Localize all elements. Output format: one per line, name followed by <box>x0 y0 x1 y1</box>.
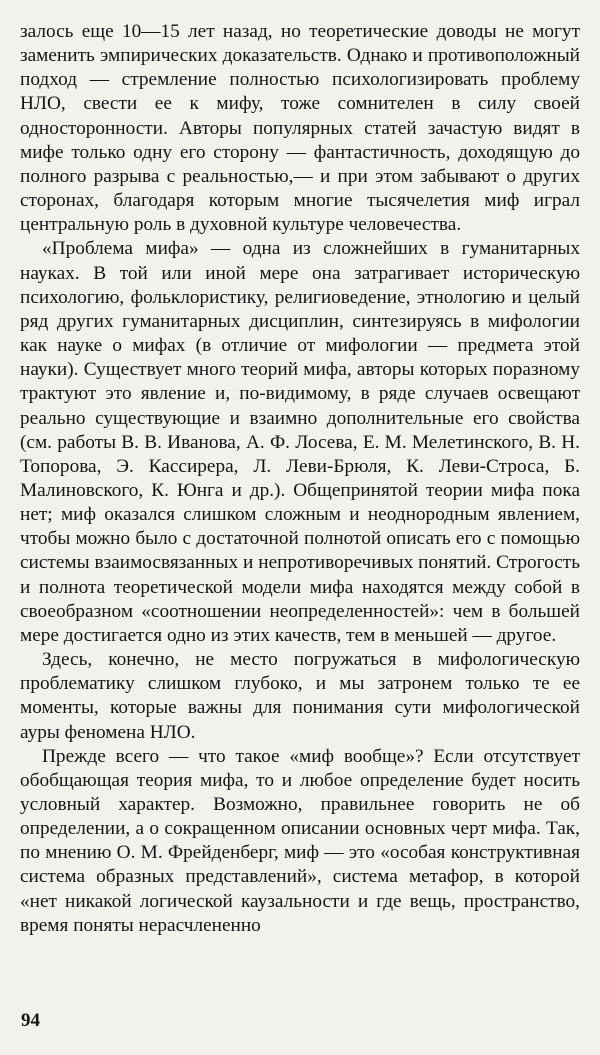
paragraph-1: залось еще 10—15 лет назад, но теоретические доводы не могут заменить эмпирических доказательств. Однако и противоположный подход — стремление полностью психологизировать проблему НЛО, свести ее к мифу, тоже сомнителен в силу своей односторонности. Авторы популярных статей зачастую видят в мифе только одну его сторону — фантастичность, доходящую до полного разрыва с реальностью,— и при этом забывают о других сторонах, благодаря которым многие тысячелетия миф играл центральную роль в духовной культуре человечества. <box>20 21 580 236</box>
page-text-block <box>20 20 580 938</box>
paragraph-2: «Проблема мифа» — одна из сложнейших в гуманитарных науках. В той или иной мере она затрагивает историческую психологию, фольклористику, религиоведение, этнологию и целый ряд других гуманитарных дисциплин, синтезируясь в мифологии как науке о мифах (в отличие от мифологии — предмета этой науки). Существует много теорий мифа, авторы которых поразному трактуют это явление и, по-видимому, в ряде случаев освещают реально существующие и взаимно дополнительные его свойства (см. работы В. В. Иванова, А. Ф. Лосева, Е. М. Мелетинского, В. Н. Топорова, Э. Кассирера, Л. Леви-Брюля, К. Леви-Строса, Б. Малиновского, К. Юнга и др.). Общепринятой теории мифа пока нет; миф оказался слишком сложным и неоднородным явлением, чтобы можно было с достаточной полнотой описать его с помощью системы взаимосвязанных и непротиворечивых понятий. Строгость и полнота теоретической модели мифа находятся между собой в своеобразном «соотношении неопределенностей»: чем в большей мере достигается одно из этих качеств, тем в меньшей — другое. <box>20 238 580 646</box>
paragraph-4: Прежде всего — что такое «миф вообще»? Если отсутствует обобщающая теория мифа, то и любое определение будет носить условный характер. Возможно, правильнее говорить не об определении, а о сокращенном описании основных черт мифа. Так, по мнению О. М. Фрейденберг, миф — это «особая конструктивная система образных представлений», система метафор, в которой «нет никакой логической каузальности и где вещь, пространство, время поняты нерасчлененно <box>20 745 580 936</box>
paragraph-3: Здесь, конечно, не место погружаться в мифологическую проблематику слишком глубоко, и мы затронем только те ее моменты, которые важны для понимания сути мифологической ауры феномена НЛО. <box>20 649 580 743</box>
page-number: 94 <box>21 1010 40 1031</box>
